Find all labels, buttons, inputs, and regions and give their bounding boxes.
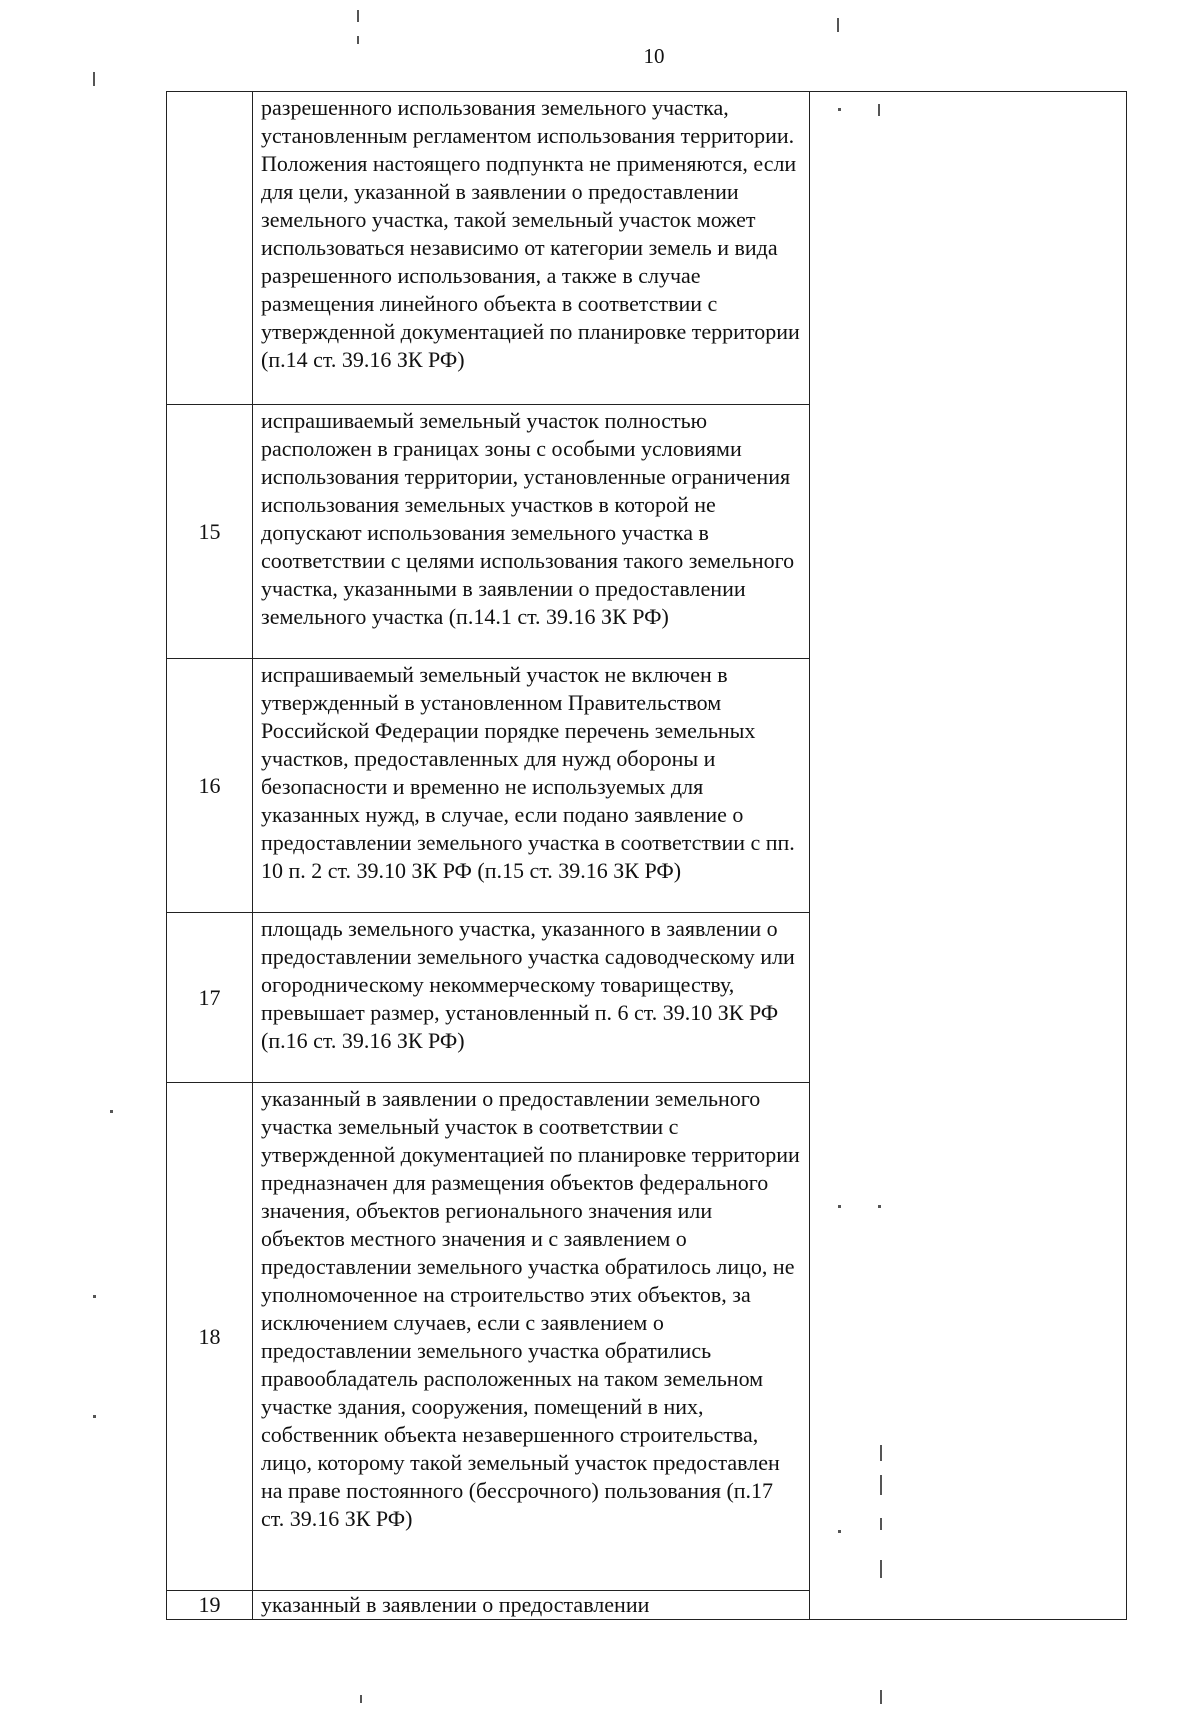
row-text: испрашиваемый земельный участок полностью расположен в границах зоны с особыми условиями использования территории, установленные ограничения использования земельных участков в которой не допускают использования земельного участка в соответствии с целями использования такого земельного участка, указанными в заявлении о предоставлении земельного участка (п.14.1 ст. 39.16 ЗК РФ) (261, 408, 795, 629)
row-text: разрешенного использования земельного участка, установленным регламентом использования территории. Положения настоящего подпункта не применяются, если для цели, указанной в заявлении о предоставлении земельного участка, такой земельный участок может использоваться независимо от категории земель и вида разрешенного использования, а также в случае размещения линейного объекта в соответствии с утвержденной документацией по планировке территории (п.14 ст. 39.16 ЗК РФ) (261, 95, 800, 372)
row-text: указанный в заявлении о предоставлении (261, 1592, 650, 1617)
grounds-table (166, 91, 1127, 1620)
table-row (167, 92, 1127, 405)
row-number: 19 (167, 1591, 253, 1620)
row-text: указанный в заявлении о предоставлении земельного участка земельный участок в соответствии с утвержденной документацией по планировке территории предназначен для размещения объектов федерального значения, объектов регионального значения или объектов местного значения и с заявлением о предоставлении земельного участка обратилось лицо, не уполномоченное на строительство этих объектов, за исключением случаев, если с заявлением о предоставлении земельного участка обратились правообладатель расположенных на таком земельном участке здания, сооружения, помещений в них, собственник объекта незавершенного строительства, лицо, которому такой земельный участок предоставлен на праве постоянного (бессрочного) пользования (п.17 ст. 39.16 ЗК РФ) (261, 1086, 800, 1531)
page-number: 10 (643, 44, 665, 68)
row-text: площадь земельного участка, указанного в заявлении о предоставлении земельного участка садоводческому или огородническому некоммерческому товариществу, превышает размер, установленный п. 6 ст. 39.10 ЗК РФ (п.16 ст. 39.16 ЗК РФ) (261, 916, 795, 1053)
row-number (167, 92, 253, 405)
empty-column (810, 92, 1127, 1620)
row-number: 16 (167, 659, 253, 913)
row-number: 15 (167, 405, 253, 659)
row-text: испрашиваемый земельный участок не включен в утвержденный в установленном Правительством Российской Федерации порядке перечень земельных участков, предоставленных для нужд обороны и безопасности и временно не используемых для указанных нужд, в случае, если подано заявление о предоставлении земельного участка в соответствии с пп. 10 п. 2 ст. 39.10 ЗК РФ (п.15 ст. 39.16 ЗК РФ) (261, 662, 795, 883)
row-number: 18 (167, 1083, 253, 1591)
row-number: 17 (167, 913, 253, 1083)
